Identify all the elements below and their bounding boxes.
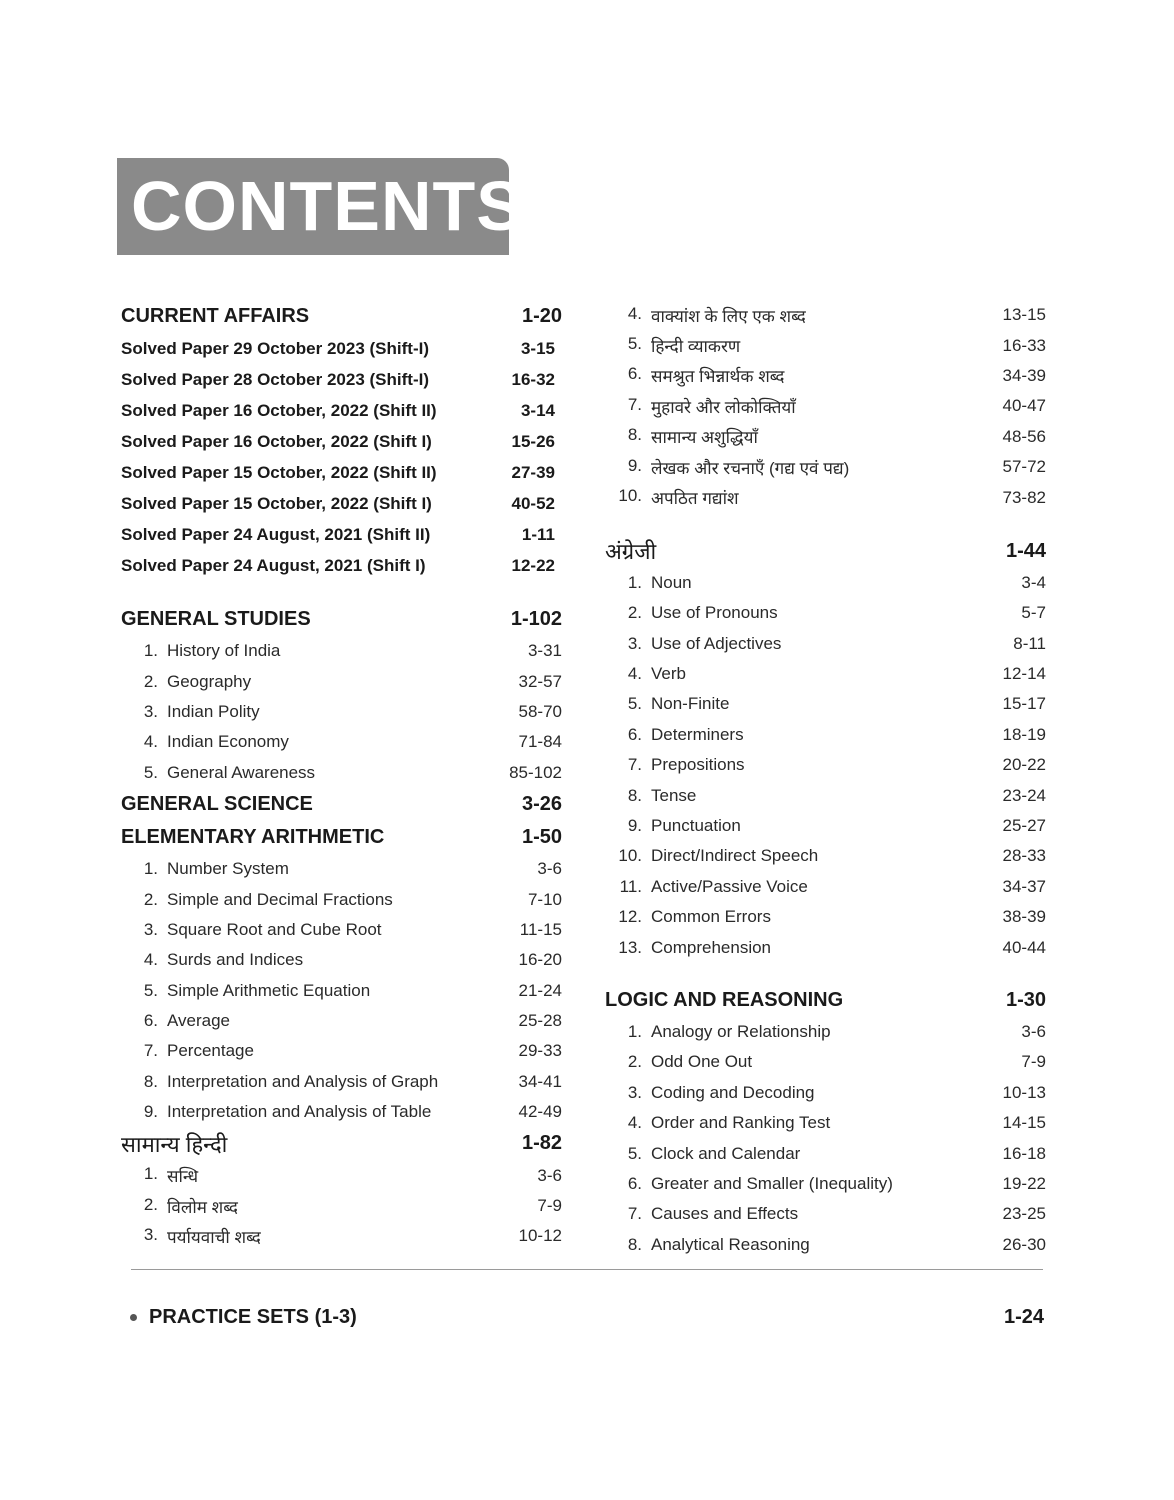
divider-line xyxy=(131,1269,1043,1270)
section-title: LOGIC AND REASONING xyxy=(605,988,844,1011)
entry-label: Solved Paper 24 August, 2021 (Shift I) xyxy=(121,555,426,575)
entry-pages: 34-41 xyxy=(518,1071,562,1091)
entry-label: मुहावरे और लोकोक्तियाँ xyxy=(651,397,796,417)
entry-label: Punctuation xyxy=(651,816,741,836)
entry-label: Comprehension xyxy=(651,937,772,957)
entry-label: Solved Paper 15 October, 2022 (Shift I) xyxy=(121,493,432,513)
entry-number: 1. xyxy=(627,1022,642,1041)
toc-entry[interactable] xyxy=(605,598,1046,628)
section-general-studies[interactable] xyxy=(121,603,562,636)
entry-number: 11. xyxy=(619,876,642,896)
toc-entry[interactable] xyxy=(121,1160,562,1190)
toc-entry[interactable] xyxy=(605,422,1046,452)
toc-entry[interactable] xyxy=(605,300,1046,330)
entry-pages: 42-49 xyxy=(518,1102,562,1122)
section-pages: 1-50 xyxy=(521,825,562,848)
section-pages: 3-26 xyxy=(521,792,562,815)
toc-entry[interactable] xyxy=(605,361,1046,391)
section-logic-reasoning[interactable] xyxy=(605,984,1046,1017)
entry-label: Odd One Out xyxy=(651,1052,753,1072)
section-title: सामान्य हिन्दी xyxy=(121,1131,228,1157)
entry-number: 9. xyxy=(143,1102,158,1122)
entry-pages: 71-84 xyxy=(518,732,562,752)
toc-entry[interactable] xyxy=(605,750,1046,780)
entry-label: Tense xyxy=(651,785,697,805)
section-current-affairs[interactable] xyxy=(121,300,562,333)
entry-label: हिन्दी व्याकरण xyxy=(651,337,741,357)
entry-label: Common Errors xyxy=(651,907,771,927)
practice-sets-label: PRACTICE SETS (1-3) xyxy=(149,1305,357,1328)
entry-pages: 48-56 xyxy=(1002,426,1046,446)
entry-number: 4. xyxy=(143,950,158,970)
entry-number: 5. xyxy=(627,694,642,714)
toc-entry[interactable] xyxy=(605,659,1046,689)
practice-sets-entry[interactable] xyxy=(130,1302,1044,1332)
entry-pages: 16-33 xyxy=(1002,335,1046,355)
entry-number: 4. xyxy=(627,664,642,684)
toc-entry[interactable] xyxy=(605,1230,1046,1260)
toc-entry[interactable] xyxy=(121,1191,562,1221)
entry-pages: 27-39 xyxy=(511,462,555,482)
entry-label: सामान्य अशुद्धियाँ xyxy=(651,428,758,448)
toc-entry[interactable] xyxy=(121,1036,562,1066)
entry-label: Use of Pronouns xyxy=(651,603,778,623)
entry-pages: 3-15 xyxy=(520,338,555,358)
section-title: GENERAL SCIENCE xyxy=(121,792,313,815)
entry-label: सन्धि xyxy=(167,1167,199,1187)
entry-number: 13. xyxy=(618,937,642,957)
toc-entry[interactable] xyxy=(121,395,562,426)
entry-label: Greater and Smaller (Inequality) xyxy=(651,1173,893,1193)
entry-number: 5. xyxy=(143,980,158,1000)
entry-label: Coding and Decoding xyxy=(651,1082,815,1102)
entry-label: Verb xyxy=(651,664,686,684)
entry-pages: 5-7 xyxy=(1021,603,1046,623)
entry-pages: 26-30 xyxy=(1002,1234,1046,1254)
entry-label: Average xyxy=(167,1011,231,1031)
contents-title: CONTENTS xyxy=(131,167,524,245)
entry-pages: 15-26 xyxy=(511,431,555,451)
toc-entry[interactable] xyxy=(605,720,1046,750)
entry-pages: 7-10 xyxy=(527,889,562,909)
entry-number: 8. xyxy=(143,1071,158,1091)
entry-number: 1. xyxy=(143,641,158,661)
entry-number: 7. xyxy=(143,1041,158,1061)
toc-entry[interactable] xyxy=(121,636,562,666)
toc-entry[interactable] xyxy=(121,727,562,757)
entry-pages: 32-57 xyxy=(518,671,562,691)
section-pages: 1-102 xyxy=(510,608,562,630)
toc-entry[interactable] xyxy=(121,1097,562,1127)
toc-entry[interactable] xyxy=(605,1199,1046,1229)
entry-number: 1. xyxy=(143,1164,158,1184)
contents-banner xyxy=(117,158,524,255)
section-elementary-arithmetic[interactable] xyxy=(121,821,562,854)
entry-number: 4. xyxy=(627,303,642,323)
entry-label: अपठित गद्यांश xyxy=(651,489,739,509)
entry-label: Percentage xyxy=(167,1041,254,1061)
entry-pages: 18-19 xyxy=(1002,724,1046,744)
entry-label: समश्रुत भिन्नार्थक शब्द xyxy=(651,367,785,387)
toc-entry[interactable] xyxy=(605,1108,1046,1138)
entry-label: Simple Arithmetic Equation xyxy=(167,980,371,1000)
toc-right-column xyxy=(605,300,1046,1260)
section-pages: 1-44 xyxy=(1005,539,1046,562)
entry-label: Use of Adjectives xyxy=(651,633,782,653)
entry-pages: 25-28 xyxy=(518,1011,562,1031)
entry-number: 8. xyxy=(627,1234,642,1254)
entry-label: Interpretation and Analysis of Graph xyxy=(167,1071,439,1091)
toc-entry[interactable] xyxy=(121,884,562,914)
entry-number: 2. xyxy=(143,671,158,691)
entry-label: पर्यायवाची शब्द xyxy=(167,1227,261,1247)
entry-number: 3. xyxy=(143,701,158,721)
entry-pages: 13-15 xyxy=(1002,305,1046,325)
entry-number: 9. xyxy=(627,816,642,836)
entry-number: 2. xyxy=(143,889,158,909)
entry-pages: 40-44 xyxy=(1002,937,1046,957)
entry-pages: 3-4 xyxy=(1021,572,1046,592)
entry-number: 5. xyxy=(627,1143,642,1163)
toc-entry[interactable] xyxy=(605,482,1046,512)
entry-number: 6. xyxy=(143,1011,158,1031)
entry-label: Active/Passive Voice xyxy=(651,876,808,896)
section-title: अंग्रेजी xyxy=(605,539,657,565)
entry-label: Direct/Indirect Speech xyxy=(651,846,819,866)
toc-left-column xyxy=(121,300,562,1252)
entry-pages: 40-52 xyxy=(511,493,555,513)
entry-pages: 8-11 xyxy=(1013,633,1046,653)
entry-number: 2. xyxy=(627,603,642,623)
entry-pages: 34-37 xyxy=(1002,876,1046,896)
entry-pages: 11-15 xyxy=(519,919,562,939)
entry-label: Clock and Calendar xyxy=(651,1143,801,1163)
entry-pages: 28-33 xyxy=(1002,846,1046,866)
entry-label: Analytical Reasoning xyxy=(651,1234,810,1254)
practice-sets-pages: 1-24 xyxy=(1003,1305,1044,1328)
entry-number: 8. xyxy=(627,785,642,805)
section-general-science[interactable] xyxy=(121,788,562,821)
entry-label: Solved Paper 28 October 2023 (Shift-I) xyxy=(121,369,429,389)
bullet-icon xyxy=(130,1314,137,1321)
entry-number: 8. xyxy=(627,425,642,445)
toc-entry[interactable] xyxy=(121,333,562,364)
entry-number: 5. xyxy=(627,334,642,354)
toc-entry[interactable] xyxy=(121,854,562,884)
toc-entry[interactable] xyxy=(605,568,1046,598)
entry-number: 3. xyxy=(627,1082,642,1102)
entry-label: Surds and Indices xyxy=(167,950,304,970)
entry-number: 10. xyxy=(618,486,642,506)
toc-entry[interactable] xyxy=(605,872,1046,902)
entry-number: 7. xyxy=(627,1204,642,1224)
entry-label: Order and Ranking Test xyxy=(651,1113,831,1133)
entry-number: 3. xyxy=(143,1224,158,1244)
entry-label: Interpretation and Analysis of Table xyxy=(167,1102,432,1122)
section-pages: 1-82 xyxy=(521,1132,562,1155)
entry-pages: 7-9 xyxy=(537,1196,562,1216)
entry-pages: 7-9 xyxy=(1021,1052,1046,1072)
entry-label: Geography xyxy=(167,671,252,691)
entry-number: 1. xyxy=(627,572,642,592)
toc-entry[interactable] xyxy=(605,1138,1046,1168)
entry-pages: 34-39 xyxy=(1002,365,1046,385)
section-title: GENERAL STUDIES xyxy=(121,608,311,630)
toc-entry[interactable] xyxy=(605,1047,1046,1077)
entry-label: Determiners xyxy=(651,724,744,744)
entry-pages: 23-24 xyxy=(1002,785,1046,805)
section-pages: 1-20 xyxy=(521,305,562,327)
entry-number: 10. xyxy=(618,846,642,866)
toc-entry[interactable] xyxy=(605,780,1046,810)
entry-number: 7. xyxy=(627,394,642,414)
toc-entry[interactable] xyxy=(121,1006,562,1036)
entry-pages: 57-72 xyxy=(1002,457,1046,477)
toc-entry[interactable] xyxy=(605,391,1046,421)
entry-number: 4. xyxy=(143,732,158,752)
entry-number: 7. xyxy=(627,755,642,775)
toc-entry[interactable] xyxy=(121,697,562,727)
entry-number: 6. xyxy=(627,364,642,384)
entry-label: Indian Polity xyxy=(167,701,260,721)
entry-label: Solved Paper 24 August, 2021 (Shift II) xyxy=(121,524,431,544)
entry-pages: 38-39 xyxy=(1002,907,1046,927)
section-title: ELEMENTARY ARITHMETIC xyxy=(121,825,385,848)
entry-label: General Awareness xyxy=(167,762,316,782)
entry-label: Solved Paper 15 October, 2022 (Shift II) xyxy=(121,462,437,482)
toc-entry[interactable] xyxy=(605,330,1046,360)
entry-pages: 16-32 xyxy=(511,369,555,389)
entry-pages: 23-25 xyxy=(1002,1204,1046,1224)
toc-entry[interactable] xyxy=(605,629,1046,659)
entry-number: 2. xyxy=(143,1194,158,1214)
entry-pages: 58-70 xyxy=(518,701,562,721)
entry-pages: 10-13 xyxy=(1002,1082,1046,1102)
toc-entry[interactable] xyxy=(121,915,562,945)
entry-pages: 21-24 xyxy=(518,980,562,1000)
entry-number: 4. xyxy=(627,1113,642,1133)
entry-label: Number System xyxy=(167,859,289,879)
entry-label: History of India xyxy=(167,641,281,661)
entry-number: 6. xyxy=(627,724,642,744)
entry-number: 3. xyxy=(143,919,158,939)
entry-label: Simple and Decimal Fractions xyxy=(167,889,393,909)
section-pages: 1-30 xyxy=(1005,988,1046,1011)
entry-pages: 3-31 xyxy=(527,641,562,661)
toc-entry[interactable] xyxy=(605,1078,1046,1108)
section-samanya-hindi[interactable] xyxy=(121,1127,562,1160)
entry-label: Square Root and Cube Root xyxy=(167,919,382,939)
entry-number: 1. xyxy=(143,859,158,879)
entry-pages: 3-6 xyxy=(1021,1022,1046,1041)
entry-label: Solved Paper 16 October, 2022 (Shift II) xyxy=(121,400,437,420)
entry-pages: 14-15 xyxy=(1002,1113,1046,1133)
toc-entry[interactable] xyxy=(121,488,562,519)
entry-number: 9. xyxy=(627,455,642,475)
entry-pages: 1-11 xyxy=(521,524,555,544)
toc-entry[interactable] xyxy=(605,841,1046,871)
toc-entry[interactable] xyxy=(605,689,1046,719)
entry-label: Prepositions xyxy=(651,755,745,775)
toc-entry[interactable] xyxy=(121,945,562,975)
entry-label: Indian Economy xyxy=(167,732,289,752)
entry-pages: 25-27 xyxy=(1002,816,1046,836)
toc-entry[interactable] xyxy=(121,666,562,696)
toc-entry[interactable] xyxy=(121,758,562,788)
toc-entry[interactable] xyxy=(605,452,1046,482)
entry-pages: 15-17 xyxy=(1002,694,1046,714)
section-angreji[interactable] xyxy=(605,535,1046,568)
entry-pages: 16-20 xyxy=(518,950,562,970)
toc-entry[interactable] xyxy=(121,976,562,1006)
entry-label: लेखक और रचनाएँ (गद्य एवं पद्य) xyxy=(651,458,850,478)
entry-pages: 29-33 xyxy=(518,1041,562,1061)
entry-label: Non-Finite xyxy=(651,694,730,714)
toc-entry[interactable] xyxy=(121,519,562,550)
entry-label: Analogy or Relationship xyxy=(651,1022,831,1041)
section-title: CURRENT AFFAIRS xyxy=(121,305,310,327)
entry-label: विलोम शब्द xyxy=(167,1197,238,1217)
entry-number: 2. xyxy=(627,1052,642,1072)
entry-pages: 16-18 xyxy=(1002,1143,1046,1163)
entry-pages: 12-22 xyxy=(511,555,555,575)
entry-pages: 3-6 xyxy=(537,1165,562,1185)
toc-entry[interactable] xyxy=(121,364,562,395)
toc-entry[interactable] xyxy=(605,932,1046,962)
entry-label: Solved Paper 29 October 2023 (Shift-I) xyxy=(121,338,429,358)
entry-pages: 40-47 xyxy=(1002,396,1046,416)
toc-entry[interactable] xyxy=(121,1221,562,1251)
toc-entry[interactable] xyxy=(605,902,1046,932)
entry-pages: 3-6 xyxy=(537,859,562,879)
entry-label: वाक्यांश के लिए एक शब्द xyxy=(651,306,806,326)
toc-entry[interactable] xyxy=(121,550,562,581)
entry-pages: 19-22 xyxy=(1002,1173,1046,1193)
entry-number: 6. xyxy=(627,1173,642,1193)
entry-pages: 12-14 xyxy=(1002,664,1046,684)
entry-number: 3. xyxy=(627,633,642,653)
entry-pages: 20-22 xyxy=(1002,755,1046,775)
toc-entry[interactable] xyxy=(121,426,562,457)
entry-pages: 10-12 xyxy=(518,1226,562,1246)
toc-entry[interactable] xyxy=(121,1067,562,1097)
toc-entry[interactable] xyxy=(605,811,1046,841)
toc-entry[interactable] xyxy=(121,457,562,488)
entry-label: Solved Paper 16 October, 2022 (Shift I) xyxy=(121,431,432,451)
entry-label: Noun xyxy=(651,572,692,592)
entry-label: Causes and Effects xyxy=(651,1204,799,1224)
entry-number: 12. xyxy=(618,907,642,927)
entry-number: 5. xyxy=(143,762,158,782)
toc-entry[interactable] xyxy=(605,1017,1046,1047)
entry-pages: 3-14 xyxy=(520,400,555,420)
entry-pages: 73-82 xyxy=(1002,487,1046,507)
toc-entry[interactable] xyxy=(605,1169,1046,1199)
entry-pages: 85-102 xyxy=(509,762,562,782)
